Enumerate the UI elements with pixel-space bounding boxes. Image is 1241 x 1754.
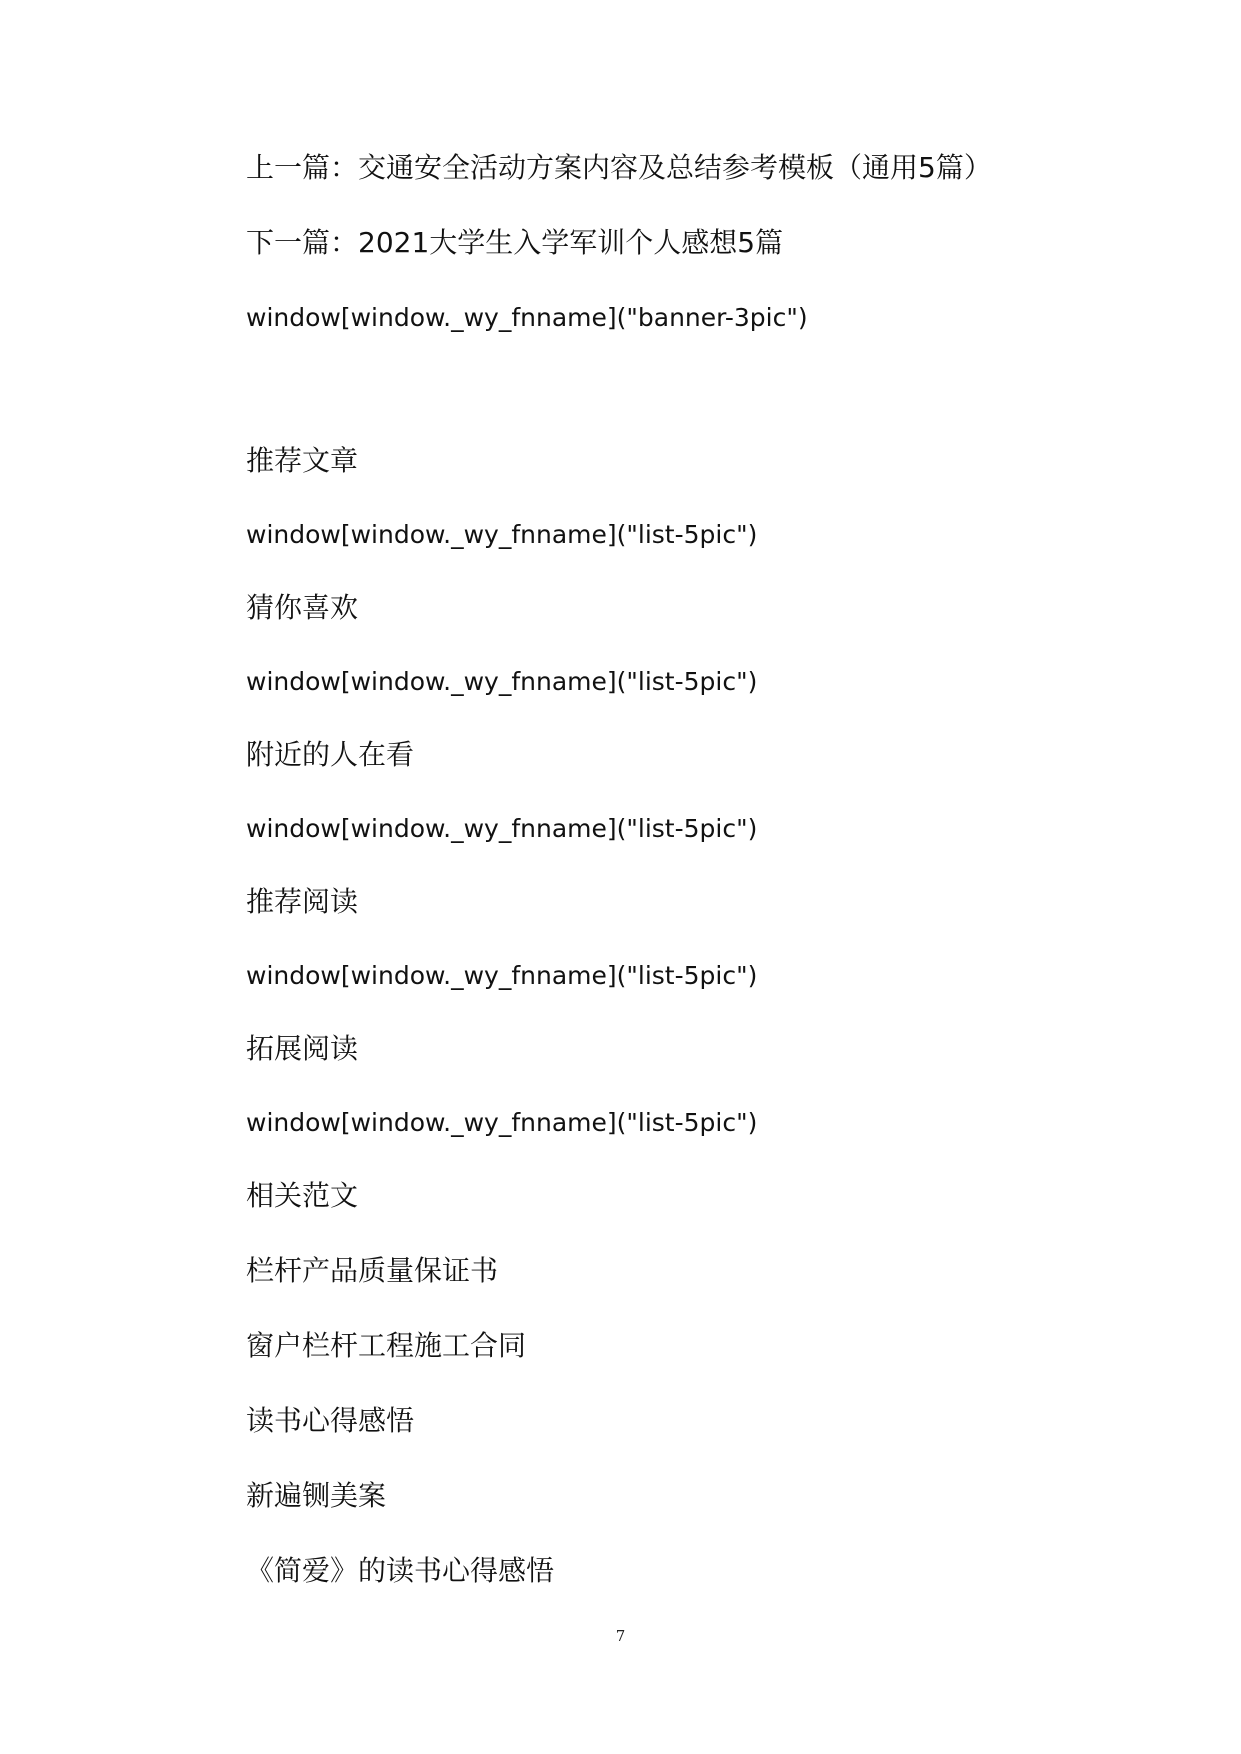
section-heading-nearby-reading: 附近的人在看 (246, 738, 415, 771)
section-heading-recommended-articles: 推荐文章 (246, 444, 359, 477)
section-heading-extended-reading: 拓展阅读 (246, 1032, 359, 1065)
related-item-link[interactable]: 《简爱》的读书心得感悟 (246, 1554, 555, 1587)
prev-article-link[interactable]: 上一篇：交通安全活动方案内容及总结参考模板（通用5篇） (246, 151, 992, 184)
section-script-text: window[window._wy_fnname]("list-5pic") (246, 814, 758, 843)
banner-script-text: window[window._wy_fnname]("banner-3pic") (246, 303, 808, 332)
section-heading-you-may-like: 猜你喜欢 (246, 591, 359, 624)
page-number: 7 (615, 1627, 626, 1645)
related-item-link[interactable]: 窗户栏杆工程施工合同 (246, 1329, 527, 1362)
related-item-link[interactable]: 读书心得感悟 (246, 1404, 415, 1437)
related-item-link[interactable]: 新遍铡美案 (246, 1479, 387, 1512)
next-article-link[interactable]: 下一篇：2021大学生入学军训个人感想5篇 (246, 226, 784, 259)
related-item-link[interactable]: 栏杆产品质量保证书 (246, 1254, 499, 1287)
related-heading: 相关范文 (246, 1179, 359, 1212)
section-script-text: window[window._wy_fnname]("list-5pic") (246, 961, 758, 990)
section-heading-recommended-reading: 推荐阅读 (246, 885, 359, 918)
section-script-text: window[window._wy_fnname]("list-5pic") (246, 667, 758, 696)
section-script-text: window[window._wy_fnname]("list-5pic") (246, 520, 758, 549)
section-script-text: window[window._wy_fnname]("list-5pic") (246, 1108, 758, 1137)
